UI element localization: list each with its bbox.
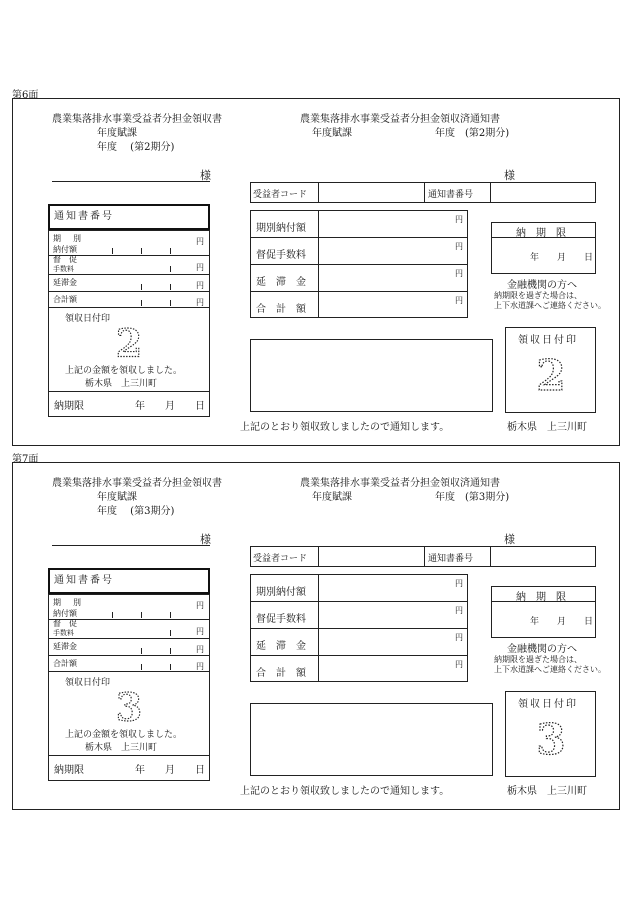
amount-yen-2: 円 [455,606,463,615]
bank-line-2: 上下水道課へご連絡ください。 [494,301,606,310]
amount-row-2: 督促手数料 [256,250,306,261]
sama-right: 様 [504,533,515,546]
reminder-fee-label: 督 促 [53,619,77,628]
yen-3: 円 [196,645,204,654]
notice-number-label: 通知書番号 [54,575,114,586]
amount-row-3: 延 滞 金 [256,641,306,652]
notice-period-stamp-3-icon [531,719,571,759]
notice-period: 年度 (第3期分) [435,492,510,503]
amount-row-4: 合 計 額 [256,668,306,679]
period-label: 期 別 [53,598,83,607]
name-line-left [52,545,210,546]
blank-box [250,703,493,776]
notice-year-tax: 年度賦課 [312,128,352,139]
due-box-date: 年 月 日 [530,253,594,263]
amount-row-1: 期別納付額 [256,587,306,598]
amount-yen-4: 円 [455,660,463,669]
yen-3: 円 [196,281,204,290]
period-digit: 2 [115,324,143,362]
notice-stamp-label: 領収日付印 [518,335,578,346]
town-right: 栃木県 上三川町 [507,786,587,797]
due-box-label: 納 期 限 [516,228,566,239]
receipt-stamp-label: 領収日付印 [65,678,111,688]
amount-yen-1: 円 [455,215,463,224]
receipt-period: 年度 (第2期分) [97,142,175,153]
amount-yen-4: 円 [455,296,463,305]
bank-title: 金融機関の方へ [507,644,577,655]
form-page-7 [0,364,630,824]
payer-code-field[interactable] [318,546,424,567]
total-label: 合計額 [53,295,77,304]
notice-number-label: 通知書番号 [54,211,114,222]
payer-code-label: 受益者コード [253,190,308,200]
due-date-units: 年 月 日 [135,401,205,412]
amount-row-3: 延 滞 金 [256,277,306,288]
amount-yen-2: 円 [455,242,463,251]
notice-no-label: 通知書番号 [428,554,474,564]
receipt-title: 農業集落排水事業受益者分担金領収書 [52,478,222,489]
reminder-fee-label: 督 促 [53,255,77,264]
page-label: 第7面 [12,454,39,465]
receipt-year-tax: 年度賦課 [97,492,137,503]
total-label: 合計額 [53,659,77,668]
yen-2: 円 [196,627,204,636]
amount-yen-3: 円 [455,269,463,278]
name-line-left [52,181,210,182]
payer-code-label: 受益者コード [253,554,308,564]
received-text: 上記の金額を領収しました。 [65,730,183,740]
town-left: 栃木県 上三川町 [85,743,158,753]
due-date-units: 年 月 日 [135,765,205,776]
received-text: 上記の金額を領収しました。 [65,366,183,376]
notice-period: 年度 (第2期分) [435,128,510,139]
payment-label: 納付額 [53,609,77,618]
amount-row-1: 期別納付額 [256,223,306,234]
receipt-stamp-label: 領収日付印 [65,314,111,324]
bank-title: 金融機関の方へ [507,280,577,291]
yen-4: 円 [196,298,204,307]
yen-1: 円 [196,237,204,246]
receipt-year-tax: 年度賦課 [97,128,137,139]
period-stamp-3-icon [110,688,148,726]
bank-line-1: 納期限を過ぎた場合は、 [494,655,582,664]
due-label: 納期限 [54,765,84,776]
period-stamp-2-icon [110,324,148,362]
notice-no-field[interactable] [490,182,596,203]
notify-text: 上記のとおり領収致しましたので通知します。 [240,422,450,433]
handling-fee-label: 手数料 [53,265,74,273]
amount-yen-3: 円 [455,633,463,642]
notice-year-tax: 年度賦課 [312,492,352,503]
notice-no-label: 通知書番号 [428,190,474,200]
bank-line-2: 上下水道課へご連絡ください。 [494,665,606,674]
period-digit: 3 [115,688,143,726]
notice-title: 農業集落排水事業受益者分担金領収済通知書 [300,478,500,489]
yen-1: 円 [196,601,204,610]
notify-text: 上記のとおり領収致しましたので通知します。 [240,786,450,797]
page-label: 第6面 [12,90,39,101]
notice-period-digit: 3 [536,719,566,759]
payer-code-field[interactable] [318,182,424,203]
sama-right: 様 [504,169,515,182]
receipt-title: 農業集落排水事業受益者分担金領収書 [52,114,222,125]
notice-title: 農業集落排水事業受益者分担金領収済通知書 [300,114,500,125]
notice-period-digit: 2 [536,355,566,395]
sama-left: 様 [200,169,211,182]
period-label: 期 別 [53,234,83,243]
amount-yen-1: 円 [455,579,463,588]
due-box-label: 納 期 限 [516,592,566,603]
sama-left: 様 [200,533,211,546]
amount-row-2: 督促手数料 [256,614,306,625]
late-fee-label: 延滞金 [53,642,77,651]
yen-4: 円 [196,662,204,671]
late-fee-label: 延滞金 [53,278,77,287]
handling-fee-label: 手数料 [53,629,74,637]
due-box-date: 年 月 日 [530,617,594,627]
due-label: 納期限 [54,401,84,412]
yen-2: 円 [196,263,204,272]
notice-stamp-label: 領収日付印 [518,699,578,710]
notice-no-field[interactable] [490,546,596,567]
amount-row-4: 合 計 額 [256,304,306,315]
payment-label: 納付額 [53,245,77,254]
town-left: 栃木県 上三川町 [85,379,158,389]
town-right: 栃木県 上三川町 [507,422,587,433]
bank-line-1: 納期限を過ぎた場合は、 [494,291,582,300]
receipt-period: 年度 (第3期分) [97,506,175,517]
